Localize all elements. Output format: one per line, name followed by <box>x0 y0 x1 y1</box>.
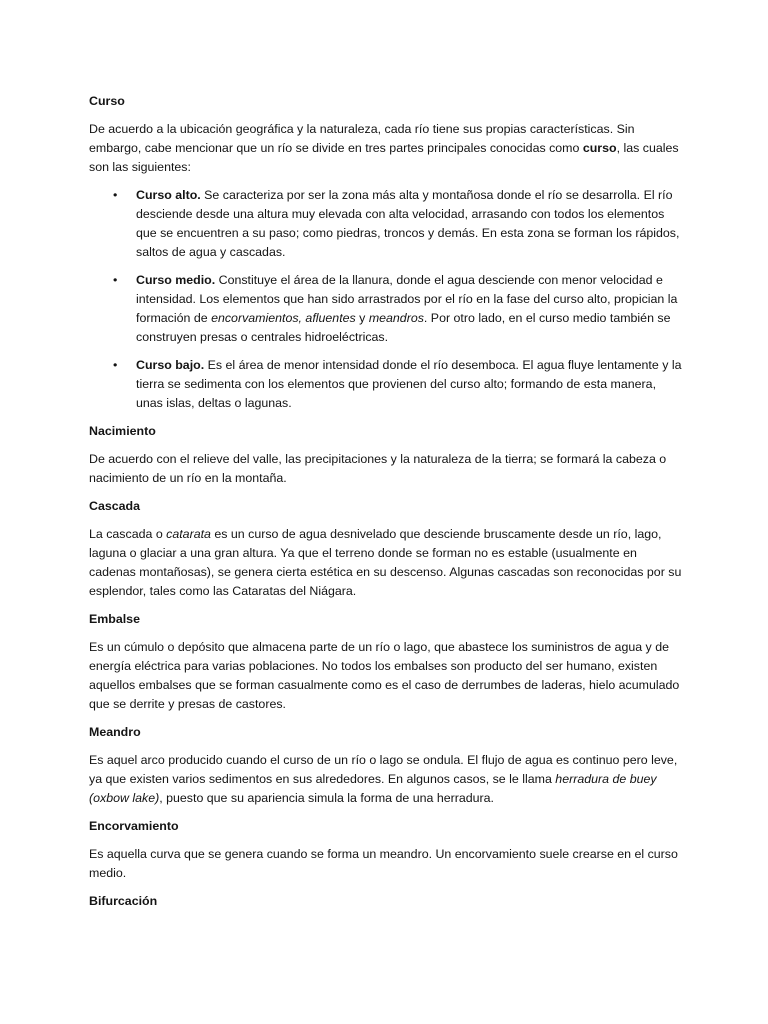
list-item-curso-alto <box>89 186 682 262</box>
section-cascada <box>89 497 682 601</box>
italic-run: meandros <box>368 311 424 325</box>
text-run: Constituye el área de la llanura, donde el agua desciende con menor velocidad e intensidad. Los elementos que han sido arrastrados por el río en la fase del curso alto, propician la formación de <box>136 273 678 325</box>
paragraph-embalse: Es un cúmulo o depósito que almacena parte de un río o lago, que abastece los suministros de agua y de energía eléctrica para varias poblaciones. No todos los embalses son producto del ser humano, existen aquellos embalses que se forman casualmente como es el caso de derrumbes de laderas, hielo acumulado que se derrite y presas de castores. <box>89 640 680 711</box>
bullet-icon: • <box>113 188 118 202</box>
italic-run: catarata <box>166 527 211 541</box>
section-embalse <box>89 610 682 714</box>
list-item-curso-medio <box>89 271 682 347</box>
heading-cascada: Cascada <box>89 499 140 513</box>
heading-nacimiento: Nacimiento <box>89 424 156 438</box>
text-run: Se caracteriza por ser la zona más alta y montañosa donde el río se desarrolla. El río desciende desde una altura muy elevada con alta velocidad, arrasando con todos los elementos que se encuentren a su paso; como piedras, troncos y demás. En esta zona se forman los rápidos, saltos de agua y cascadas. <box>136 188 680 259</box>
bullet-icon: • <box>113 273 118 287</box>
text-run: , las cuales son las siguientes: <box>89 141 679 174</box>
paragraph-nacimiento: De acuerdo con el relieve del valle, las precipitaciones y la naturaleza de la tierra; se formará la cabeza o nacimiento de un río en la montaña. <box>89 452 667 485</box>
heading-meandro: Meandro <box>89 725 141 739</box>
text-run: , puesto que su apariencia simula la forma de una herradura. <box>159 791 494 805</box>
section-curso <box>89 92 682 413</box>
section-bifurcacion <box>89 892 682 911</box>
list-item-curso-bajo <box>89 356 682 413</box>
bullet-icon: • <box>113 358 118 372</box>
text-run: Es el área de menor intensidad donde el río desemboca. El agua fluye lentamente y la tierra se sedimenta con los elementos que provienen del curso alto; formando de esta manera, unas islas, deltas o lagunas. <box>136 358 682 410</box>
heading-embalse: Embalse <box>89 612 140 626</box>
bold-run: curso <box>582 141 617 155</box>
paragraph-encorvamiento: Es aquella curva que se genera cuando se forma un meandro. Un encorvamiento suele crearse en el curso medio. <box>89 847 678 880</box>
bullet-list-curso <box>89 186 682 413</box>
text-run: De acuerdo a la ubicación geográfica y la naturaleza, cada río tiene sus propias características. Sin embargo, cabe mencionar que un río se divide en tres partes principales conocidas como <box>89 122 635 155</box>
section-nacimiento <box>89 422 682 488</box>
heading-curso: Curso <box>89 94 125 108</box>
italic-run: herradura de buey (oxbow lake) <box>89 772 657 805</box>
paragraph-cascada <box>89 525 682 601</box>
bold-run: Curso bajo. <box>136 358 205 372</box>
paragraph-curso-intro <box>89 120 682 177</box>
text-run: . Por otro lado, en el curso medio también se construyen presas o centrales hidroeléctricas. <box>136 311 671 344</box>
text-run: Es aquel arco producido cuando el curso de un río o lago se ondula. El flujo de agua es continuo pero leve, ya que existen varios sedimentos en sus alrededores. En algunos casos, se le llama <box>89 753 678 786</box>
section-encorvamiento <box>89 817 682 883</box>
heading-bifurcacion: Bifurcación <box>89 894 158 908</box>
italic-run: encorvamientos, afluentes <box>211 311 356 325</box>
bold-run: Curso medio. <box>136 273 216 287</box>
paragraph-meandro <box>89 751 682 808</box>
text-run: es un curso de agua desnivelado que desciende bruscamente desde un río, lago, laguna o glaciar a una gran altura. Ya que el terreno donde se forman no es estable (usualmente en cadenas montañosas), se genera cierta estética en su descenso. Algunas cascadas son reconocidas por su esplendor, tales como las Cataratas del Niágara. <box>89 527 682 598</box>
heading-encorvamiento: Encorvamiento <box>89 819 179 833</box>
bold-run: Curso alto. <box>136 188 201 202</box>
text-run: La cascada o <box>89 527 167 541</box>
section-meandro <box>89 723 682 808</box>
text-run: y <box>355 311 369 325</box>
